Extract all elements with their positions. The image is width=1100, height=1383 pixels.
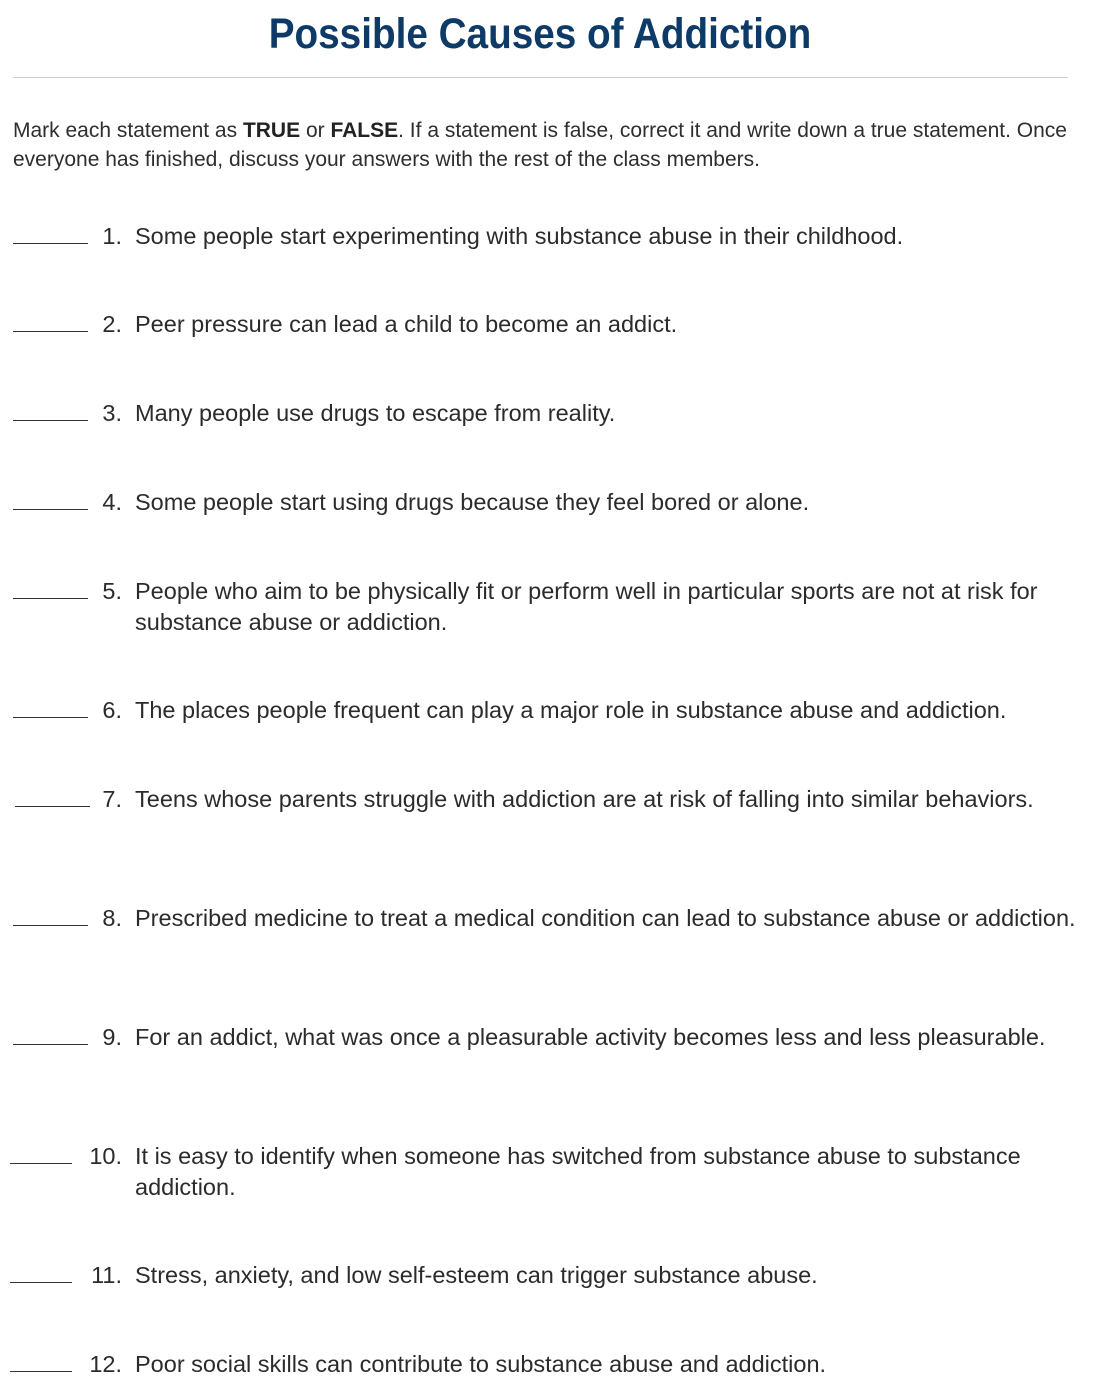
statement-text-4: Some people start using drugs because they feel bored or alone. [135,489,810,515]
statement-text-12: Poor social skills can contribute to substance abuse and addiction. [135,1351,827,1377]
answer-blank-5[interactable] [13,576,88,599]
statement-number-4: 4. [102,489,122,515]
answer-blank-9[interactable] [13,1022,88,1045]
instructions [13,116,1073,174]
statement-text-11: Stress, anxiety, and low self-esteem can trigger substance abuse. [135,1262,818,1288]
answer-blank-8[interactable] [13,903,88,926]
statement-text-5: People who aim to be physically fit or perform well in particular sports are not at risk for substance abuse or addiction. [135,578,1038,635]
statement-text-8: Prescribed medicine to treat a medical condition can lead to substance abuse or addiction. [135,905,1076,931]
statement-number-3: 3. [102,400,122,426]
statement-number-6: 6. [102,697,122,723]
statement-text-6: The places people frequent can play a major role in substance abuse and addiction. [135,697,1007,723]
answer-blank-6[interactable] [13,695,88,718]
statement-number-5: 5. [102,578,122,604]
answer-blank-3[interactable] [13,398,88,421]
instructions-text-3: . If a statement is false, correct it and write down a true statement. Once everyone has finished, discuss your answers with the rest of the class members. [13,119,1067,171]
statement-number-2: 2. [102,311,122,337]
instructions-text-2: or [300,119,331,142]
statement-text-2: Peer pressure can lead a child to become an addict. [135,311,678,337]
statement-text-1: Some people start experimenting with substance abuse in their childhood. [135,223,904,249]
statement-number-8: 8. [102,905,122,931]
answer-blank-2[interactable] [13,309,88,332]
statement-text-7: Teens whose parents struggle with addiction are at risk of falling into similar behaviors. [135,786,1034,812]
answer-blank-4[interactable] [13,487,88,510]
statement-text-9: For an addict, what was once a pleasurable activity becomes less and less pleasurable. [135,1024,1046,1050]
page-title: Possible Causes of Addiction [268,10,812,58]
instructions-false-word: FALSE [330,119,399,142]
answer-blank-10[interactable] [10,1141,72,1164]
statement-number-9: 9. [102,1024,122,1050]
statement-number-11: 11. [91,1262,122,1288]
title-divider [13,77,1068,78]
answer-blank-12[interactable] [10,1349,72,1372]
answer-blank-7[interactable] [15,784,90,807]
answer-blank-11[interactable] [10,1260,72,1283]
statement-number-12: 12. [89,1351,122,1377]
statement-text-3: Many people use drugs to escape from reality. [135,400,616,426]
instructions-text-1: Mark each statement as [13,119,243,142]
statement-number-1: 1. [102,223,122,249]
answer-blank-1[interactable] [13,221,88,244]
instructions-true-word: TRUE [242,119,301,142]
statement-text-10: It is easy to identify when someone has switched from substance abuse to substance addiction. [135,1143,1021,1200]
statement-number-7: 7. [102,786,122,812]
statement-number-10: 10. [89,1143,122,1169]
